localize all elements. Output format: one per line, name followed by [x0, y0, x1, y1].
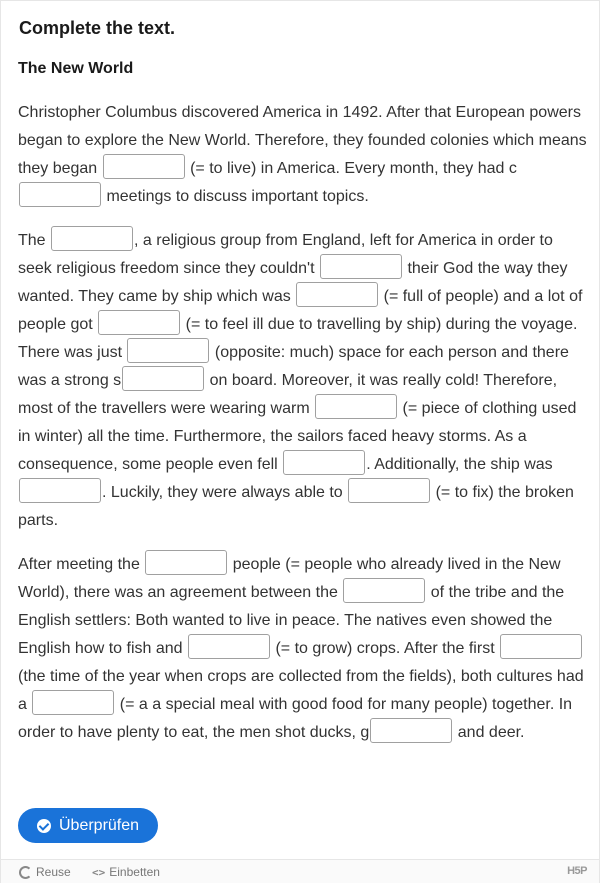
text-fragment: (opposite: much) space for each person and there was a strong s: [18, 344, 569, 389]
gap-input-2[interactable]: [19, 182, 101, 207]
text-fragment: , a religious group from England, left for America in order to seek religious freedom since they couldn't: [18, 232, 553, 277]
refresh-icon: [19, 866, 32, 879]
text-fragment: (= piece of clothing used in winter) all the time. Furthermore, the sailors faced heavy storms. As a consequence, some people even fell: [18, 400, 577, 473]
gap-input-16[interactable]: [500, 634, 582, 659]
text-fragment: After meeting the: [18, 556, 145, 573]
reuse-label: Reuse: [36, 865, 71, 879]
gap-input-14[interactable]: [343, 578, 425, 603]
text-fragment: and deer.: [453, 724, 525, 741]
gap-input-15[interactable]: [188, 634, 270, 659]
text-fragment: (= to feel ill due to travelling by ship) during the voyage. There was just: [18, 316, 578, 361]
footer-bar: [1, 859, 599, 883]
check-button-label: Überprüfen: [59, 816, 140, 834]
embed-label: Einbetten: [109, 865, 160, 879]
gap-input-11[interactable]: [19, 478, 101, 503]
gap-input-8[interactable]: [122, 366, 204, 391]
gap-input-12[interactable]: [348, 478, 430, 503]
reuse-button[interactable]: [19, 865, 71, 879]
h5p-logo[interactable]: H5P: [567, 865, 587, 877]
paragraph-2: [18, 227, 588, 535]
text-fragment: on board. Moreover, it was really cold! Therefore, most of the travellers were wearing warm: [18, 372, 558, 417]
check-button[interactable]: [18, 808, 158, 843]
gap-input-17[interactable]: [32, 690, 114, 715]
gap-input-1[interactable]: [103, 154, 185, 179]
gap-input-4[interactable]: [320, 254, 402, 279]
text-fragment: of the tribe and the English settlers: Both wanted to live in peace. The natives even showed the English how to fish and: [18, 584, 565, 657]
text-fragment: (= full of people) and a lot of people got: [18, 288, 583, 333]
gap-input-5[interactable]: [296, 282, 378, 307]
gap-input-6[interactable]: [98, 310, 180, 335]
gap-input-3[interactable]: [51, 226, 133, 251]
text-fragment: people (= people who already lived in the New World), there was an agreement between the: [18, 556, 561, 601]
text-fragment: (= to grow) crops. After the first: [271, 640, 500, 657]
text-fragment: Christopher Columbus discovered America in 1492. After that European powers began to explore the New World. Therefore, they founded colonies which means they began: [18, 104, 587, 177]
text-title: The New World: [18, 60, 134, 77]
embed-button[interactable]: [92, 865, 160, 879]
gap-input-10[interactable]: [283, 450, 365, 475]
text-fragment: The: [18, 232, 51, 249]
text-fragment: . Luckily, they were always able to: [102, 484, 348, 501]
paragraph-3: [18, 551, 588, 747]
text-fragment: (= a a special meal with good food for many people) together. In order to have plenty to eat, the men shot ducks, g: [18, 696, 573, 741]
check-circle-icon: [37, 819, 51, 833]
text-fragment: . Additionally, the ship was: [366, 456, 553, 473]
text-fragment: (= to live) in America. Every month, they had c: [185, 160, 517, 177]
task-description: Complete the text.: [19, 18, 176, 38]
gap-input-13[interactable]: [145, 550, 227, 575]
gap-input-18[interactable]: [370, 718, 452, 743]
text-fragment: meetings to discuss important topics.: [102, 188, 369, 205]
text-fragment: (= to fix) the broken parts.: [18, 484, 574, 529]
text-fragment: (the time of the year when crops are collected from the fields), both cultures had a: [18, 668, 584, 713]
gap-input-9[interactable]: [315, 394, 397, 419]
text-fragment: their God the way they wanted. They came by ship which was: [18, 260, 568, 305]
cloze-text: [18, 99, 588, 763]
code-icon: <>: [92, 865, 106, 879]
paragraph-1: [18, 99, 588, 211]
gap-input-7[interactable]: [127, 338, 209, 363]
